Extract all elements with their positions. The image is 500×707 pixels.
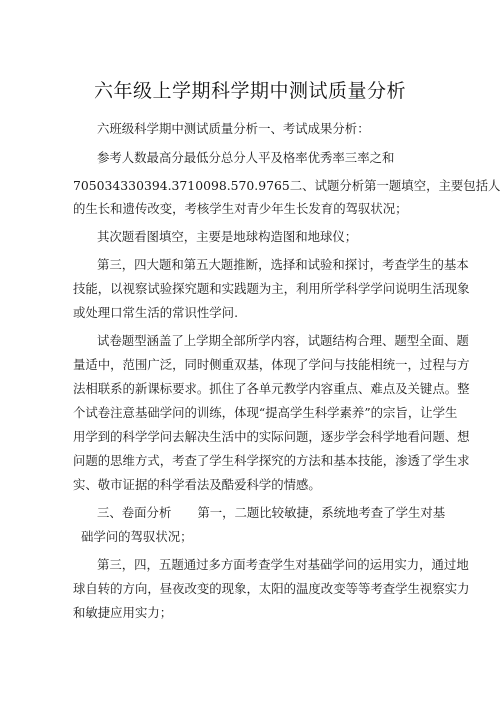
paragraph-line: 用学到的科学学问去解决生活中的实际问题，逐步学会科学地看问题、想 <box>73 429 470 444</box>
paragraph-line: 和敏捷应用实力； <box>73 605 173 620</box>
paragraph-line: 六班级科学期中测试质量分析一、考试成果分析： <box>97 121 370 136</box>
paragraph-line: 参考人数最高分最低分总分人平及格率优秀率三率之和 <box>97 150 395 165</box>
paragraph-line: 问题的思维方式，考查了学生科学探究的方法和基本技能，渗透了学生求 <box>73 453 470 468</box>
section-heading-line <box>97 505 457 521</box>
paragraph-line: 量适中，范围广泛，同时侧重双基，体现了学问与技能相统一，过程与方 <box>73 357 470 372</box>
paragraph-line: 第三，四大题和第五大题推断，选择和试验和探讨，考查学生的基本 <box>97 257 469 272</box>
paragraph-line: 础学问的驾驭状况； <box>81 529 193 544</box>
section-heading-text: 第一，二题比较敏捷，系统地考查了学生对基 <box>197 505 446 520</box>
paragraph-line: 试卷题型涵盖了上学期全部所学内容，试题结构合理、题型全面、题 <box>97 333 469 348</box>
paragraph-line: 实、敬市证据的科学看法及酷爱科学的情感。 <box>73 477 321 492</box>
paragraph-line: 球自转的方向，昼夜改变的现象，太阳的温度改变等等考查学生视察实力 <box>73 581 470 596</box>
document-title: 六年级上学期科学期中测试质量分析 <box>93 80 406 102</box>
paragraph-line: 法相联系的新课标要求。抓住了各单元教学内容重点、难点及关键点。整 <box>73 381 470 396</box>
paragraph-line: 的生长和遗传改变，考核学生对青少年生长发育的驾驭状况； <box>73 201 408 216</box>
paragraph-line: 技能，以视察试验探究题和实践题为主，利用所学科学学问说明生活现象 <box>73 281 470 296</box>
paragraph-line: 第三，四，五题通过多方面考查学生对基础学问的运用实力，通过地 <box>97 557 469 572</box>
paragraph-line: 或处理口常生活的常识性学问. <box>73 305 239 320</box>
section-heading: 三、卷面分析 <box>97 505 172 520</box>
paragraph-line: 个试卷注意基础学问的训练，体现“提高学生科学素养”的宗旨，让学生 <box>73 405 458 420</box>
paragraph-line: 其次题看图填空，主要是地球构造图和地球仪； <box>97 229 358 244</box>
paragraph-line: 705034330394.3710098.570.9765二、试题分析第一题填空，主要包括人 <box>73 178 500 193</box>
